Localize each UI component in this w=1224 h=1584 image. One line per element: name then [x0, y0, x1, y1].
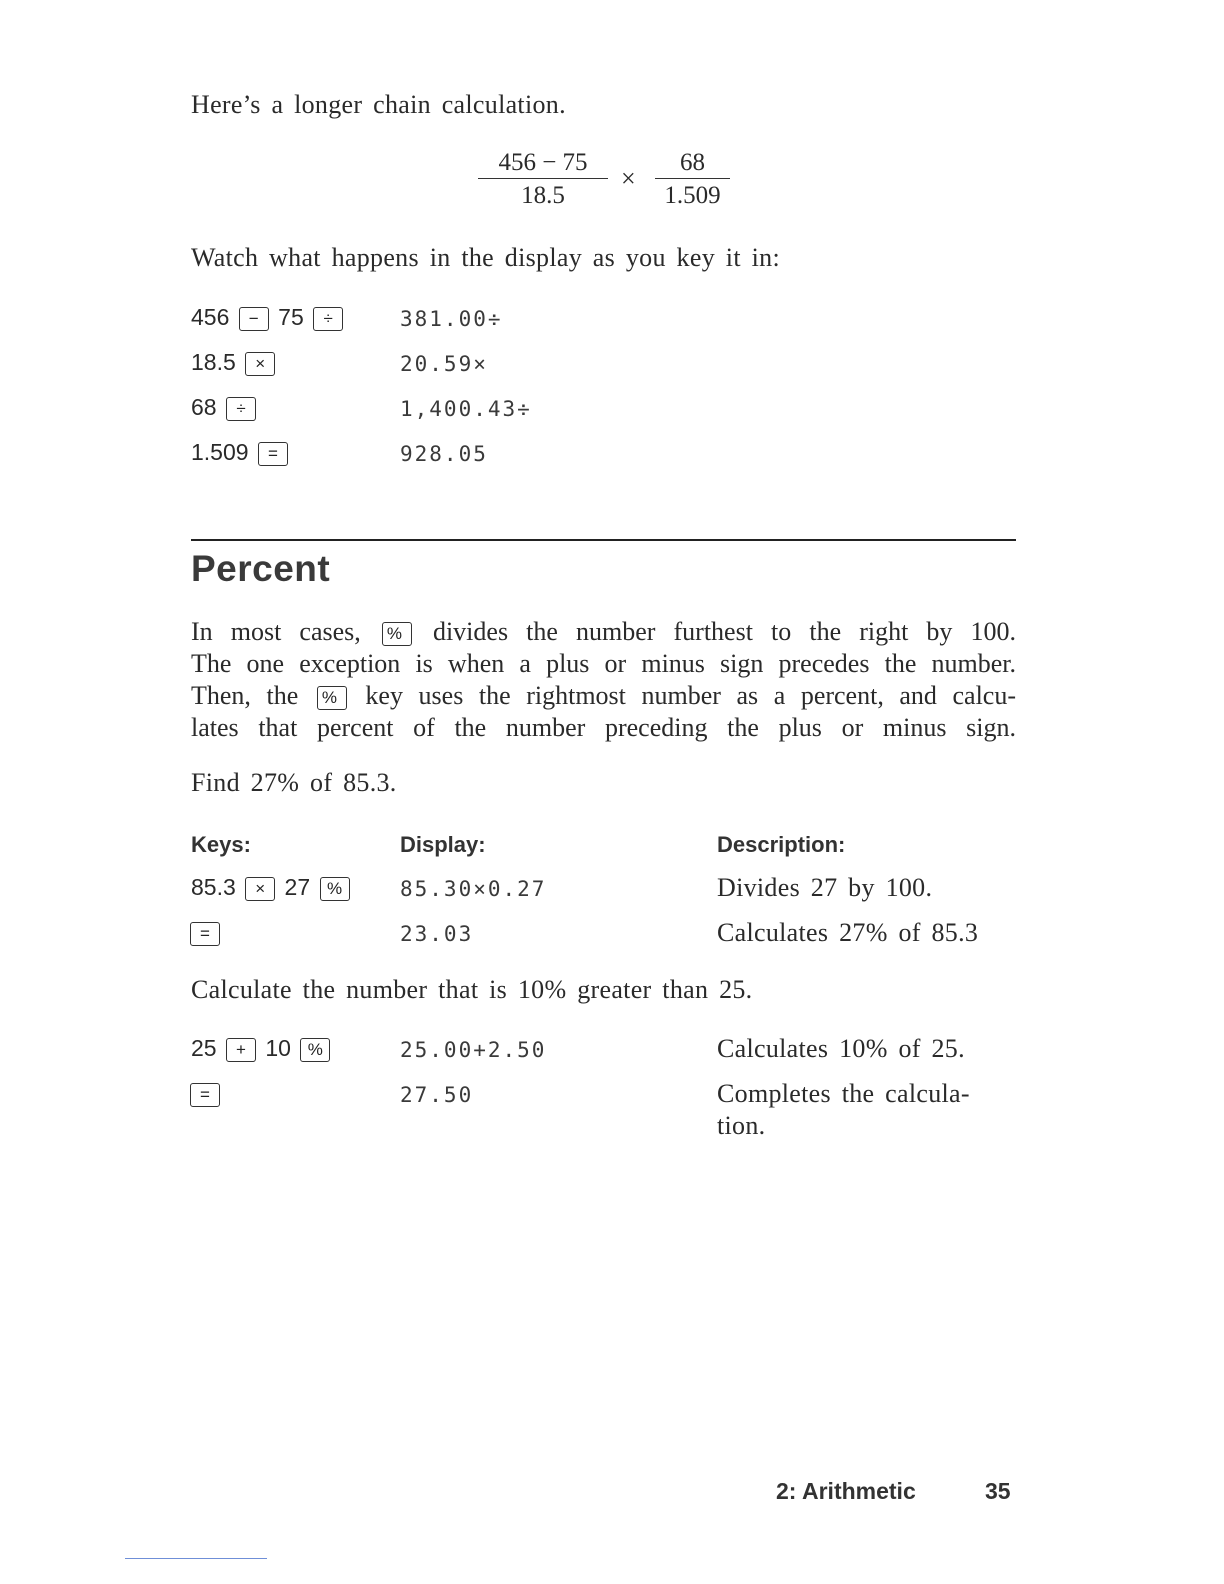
description-text: Calculates 10% of 25. [717, 1034, 965, 1063]
formula-right-fraction [655, 148, 730, 211]
scan-edge-line [125, 1558, 267, 1559]
section-divider [191, 539, 1016, 541]
table-row-keys [191, 1035, 333, 1062]
formula-right-denominator: 1.509 [655, 178, 730, 211]
header-keys: Keys: [191, 832, 251, 857]
key-number: 25 [191, 1035, 217, 1061]
paragraph-line: In most cases, % divides the number furthest to the right by 100. [191, 617, 1016, 646]
display-readout: 381.00÷ [400, 307, 503, 331]
key-number: 68 [191, 394, 217, 420]
description-text: Completes the calcula- [717, 1079, 970, 1108]
section-title: Percent [191, 548, 331, 589]
chain-row-keys [191, 439, 291, 466]
chain-row-keys [191, 349, 278, 376]
paragraph-line: lates that percent of the number preceding the plus or minus sign. [191, 713, 1016, 742]
equals-key-icon: = [190, 1083, 220, 1107]
percent-key-icon: % [300, 1038, 330, 1062]
table-row-keys [187, 1080, 223, 1107]
percent-key-icon: % [382, 622, 412, 646]
watch-text: Watch what happens in the display as you key it in: [191, 243, 780, 272]
header-display: Display: [400, 832, 486, 857]
chain-row-keys [191, 304, 346, 331]
formula-left-numerator: 456 − 75 [498, 149, 588, 176]
multiply-key-icon: × [245, 877, 275, 901]
key-number: 75 [278, 304, 304, 330]
equals-key-icon: = [190, 922, 220, 946]
paragraph-line: The one exception is when a plus or minus sign precedes the number. [191, 649, 1016, 678]
chapter-label: 2: Arithmetic [776, 1478, 916, 1504]
table-row-keys [187, 919, 223, 946]
key-number: 85.3 [191, 874, 236, 900]
key-number: 10 [265, 1035, 291, 1061]
display-readout: 20.59× [400, 352, 488, 376]
key-number: 1.509 [191, 439, 249, 465]
paragraph-line: Then, the % key uses the rightmost number as a percent, and calcu- [191, 681, 1017, 710]
description-text: tion. [717, 1111, 766, 1140]
table-row-keys [191, 874, 353, 901]
key-number: 18.5 [191, 349, 236, 375]
formula-left-denominator: 18.5 [478, 178, 608, 211]
chain-row-keys [191, 394, 259, 421]
display-readout: 85.30×0.27 [400, 877, 547, 901]
divide-key-icon: ÷ [226, 397, 256, 421]
plus-key-icon: + [226, 1038, 256, 1062]
formula-multiply-sign: × [621, 164, 636, 193]
page-number: 35 [985, 1478, 1011, 1504]
formula-left-fraction [478, 148, 608, 211]
description-text: Calculates 27% of 85.3 [717, 918, 979, 947]
key-number: 27 [284, 874, 311, 900]
find-text: Find 27% of 85.3. [191, 768, 397, 797]
description-text: Divides 27 by 100. [717, 873, 933, 902]
display-readout: 27.50 [400, 1083, 474, 1107]
intro-text: Here’s a longer chain calculation. [191, 90, 566, 119]
display-readout: 25.00+2.50 [400, 1038, 547, 1062]
header-description: Description: [717, 832, 846, 857]
multiply-key-icon: × [245, 352, 275, 376]
display-readout: 1,400.43÷ [400, 397, 532, 421]
percent-paragraph [191, 616, 1016, 744]
percent-key-icon: % [320, 877, 350, 901]
display-readout: 928.05 [400, 442, 488, 466]
display-readout: 23.03 [400, 922, 474, 946]
formula-right-numerator: 68 [680, 149, 705, 176]
percent-key-icon: % [317, 686, 347, 710]
key-number: 456 [191, 304, 230, 330]
calculate-text: Calculate the number that is 10% greater than 25. [191, 975, 753, 1004]
equals-key-icon: = [258, 442, 288, 466]
minus-key-icon: − [239, 307, 269, 331]
divide-key-icon: ÷ [313, 307, 343, 331]
